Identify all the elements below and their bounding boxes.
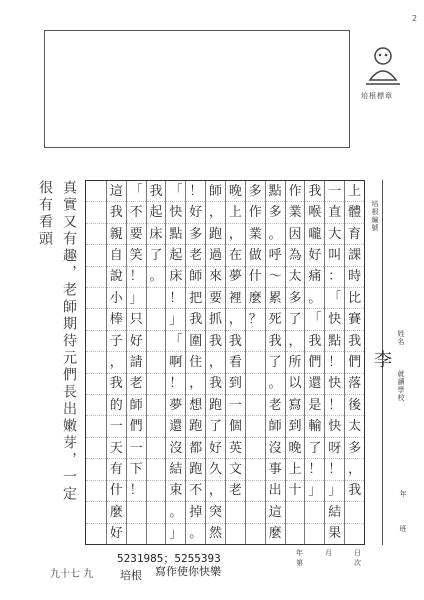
attend-school-label: 就讀學校	[397, 370, 405, 402]
essay-cell: 好	[305, 245, 324, 266]
essay-cell: 。	[189, 526, 203, 542]
essay-cell	[127, 502, 146, 523]
essay-cell: 好	[109, 526, 123, 542]
essay-cell: ！	[325, 352, 344, 373]
essay-cell: 到	[226, 374, 245, 395]
essay-cell: ！	[166, 288, 185, 309]
essay-cell: 突	[206, 502, 225, 523]
essay-cell: 個	[226, 416, 245, 437]
essay-cell	[86, 267, 106, 288]
essay-cell: 是	[305, 395, 324, 416]
essay-cell: 們	[127, 416, 146, 437]
essay-cell: 死	[266, 309, 285, 330]
essay-cell: ，	[206, 202, 225, 223]
essay-cell: ，	[186, 374, 205, 395]
essay-cell: 在	[226, 245, 245, 266]
essay-cell: 掉	[186, 502, 205, 523]
essay-cell: 束	[166, 481, 185, 502]
essay-cell: 晚	[226, 181, 245, 202]
essay-cell	[246, 374, 265, 395]
essay-cell: 啊	[166, 352, 185, 373]
essay-cell: 住	[186, 352, 205, 373]
date-day-label: 日	[354, 549, 361, 557]
essay-cell: 我	[305, 181, 324, 202]
illustration-box	[44, 30, 350, 148]
essay-cell: 麼	[246, 288, 265, 309]
contact-phone: 5231985；5255393	[117, 552, 221, 565]
essay-cell: 。	[266, 374, 285, 395]
essay-cell: 「	[166, 181, 185, 202]
name-label: 姓名	[397, 330, 405, 346]
footer-brand: 培根	[120, 569, 142, 582]
essay-cell: 親	[107, 224, 126, 245]
essay-cell: 我	[107, 202, 126, 223]
essay-column	[205, 181, 225, 544]
essay-cell	[127, 524, 146, 544]
essay-cell: ！	[325, 395, 344, 416]
essay-cell: 落	[345, 374, 364, 395]
essay-cell	[286, 502, 305, 523]
essay-cell	[246, 438, 265, 459]
essay-cell: 。	[305, 288, 324, 309]
essay-column	[86, 181, 106, 544]
essay-column	[165, 181, 185, 544]
essay-cell: 夢	[166, 395, 185, 416]
essay-cell: 圍	[186, 331, 205, 352]
essay-cell: 起	[166, 245, 185, 266]
school-number-label: 培根編號	[371, 200, 379, 232]
essay-cell: 輸	[305, 416, 324, 437]
essay-cell: 喉	[305, 202, 324, 223]
essay-cell: 這	[266, 502, 285, 523]
essay-cell: 然	[209, 526, 223, 542]
essay-column	[106, 181, 126, 544]
essay-cell: 。	[147, 267, 166, 288]
essay-cell: 夢	[226, 267, 245, 288]
essay-cell: 上	[226, 202, 245, 223]
date-year-label: 年	[296, 549, 303, 557]
essay-cell: 看	[226, 352, 245, 373]
essay-cell	[86, 245, 106, 266]
essay-cell	[86, 352, 106, 373]
essay-cell: 多	[266, 202, 285, 223]
class-label: 班	[399, 525, 407, 533]
essay-cell: 老	[186, 245, 205, 266]
essay-cell: ！	[305, 459, 324, 480]
essay-cell	[246, 331, 265, 352]
essay-cell	[226, 524, 245, 544]
essay-cell: 太	[286, 267, 305, 288]
essay-cell: 快	[325, 374, 344, 395]
essay-cell	[246, 352, 265, 373]
essay-cell: 有	[107, 459, 126, 480]
essay-cell: 師	[186, 267, 205, 288]
corner-mark: 2	[412, 14, 418, 23]
essay-cell: 快	[325, 309, 344, 330]
essay-cell: ，	[226, 224, 245, 245]
essay-cell: 痛	[305, 267, 324, 288]
essay-cell: 我	[206, 374, 225, 395]
essay-cell	[147, 352, 166, 373]
essay-cell: 業	[286, 202, 305, 223]
essay-cell: 晚	[286, 438, 305, 459]
essay-cell: 要	[127, 224, 146, 245]
essay-cell: 多	[246, 181, 265, 202]
essay-cell	[147, 374, 166, 395]
essay-cell: 好	[186, 202, 205, 223]
essay-cell: 英	[226, 438, 245, 459]
essay-cell: 賽	[345, 309, 364, 330]
essay-cell: 了	[286, 309, 305, 330]
essay-cell: ！	[325, 459, 344, 480]
date-month-label: 月	[325, 549, 332, 557]
essay-cell	[147, 309, 166, 330]
essay-cell: 什	[107, 481, 126, 502]
essay-cell	[147, 331, 166, 352]
essay-cell: 床	[147, 224, 166, 245]
essay-cell: 點	[166, 224, 185, 245]
footer-slogan: 寫作使你快樂	[155, 565, 221, 578]
essay-cell: 抓	[206, 309, 225, 330]
essay-cell: 一	[325, 181, 344, 202]
essay-cell	[86, 524, 106, 544]
essay-cell: 這	[107, 181, 126, 202]
essay-cell	[147, 524, 166, 544]
essay-cell: 我	[266, 331, 285, 352]
essay-cell: 來	[206, 267, 225, 288]
essay-column	[225, 181, 245, 544]
essay-cell: 裡	[226, 288, 245, 309]
essay-cell: 師	[206, 181, 225, 202]
essay-cell: 快	[166, 202, 185, 223]
year-label: 年	[399, 490, 407, 498]
essay-cell: 呀	[325, 438, 344, 459]
essay-cell: 床	[166, 267, 185, 288]
essay-cell: 們	[305, 352, 324, 373]
essay-cell: 業	[246, 224, 265, 245]
essay-cell: 把	[186, 288, 205, 309]
essay-cell: 時	[345, 267, 364, 288]
essay-cell	[246, 416, 265, 437]
essay-cell: 十	[286, 481, 305, 502]
essay-cell: 比	[345, 288, 364, 309]
essay-cell	[86, 288, 106, 309]
essay-column	[245, 181, 265, 544]
student-name: 李	[371, 350, 392, 368]
essay-cell: 什	[246, 267, 265, 288]
essay-cell	[305, 524, 324, 544]
essay-cell: 叫	[325, 245, 344, 266]
essay-cell: 了	[305, 438, 324, 459]
essay-cell: 育	[345, 224, 364, 245]
essay-cell: 結	[325, 502, 344, 523]
essay-cell: 麼	[107, 502, 126, 523]
essay-cell	[246, 459, 265, 480]
essay-cell: 結	[166, 459, 185, 480]
essay-cell: 」	[325, 481, 344, 502]
essay-cell: 好	[206, 438, 225, 459]
essay-cell: ！	[166, 374, 185, 395]
essay-cell: ！	[127, 267, 146, 288]
essay-cell: 累	[266, 288, 285, 309]
essay-column	[344, 181, 364, 544]
essay-cell: 師	[266, 416, 285, 437]
essay-cell	[86, 395, 106, 416]
essay-cell: 後	[345, 395, 364, 416]
essay-cell: 跑	[206, 224, 225, 245]
essay-cell: 我	[345, 331, 364, 352]
essay-cell: 棒	[107, 309, 126, 330]
essay-cell	[86, 416, 106, 437]
essay-cell	[86, 181, 106, 202]
essay-cell: 跑	[206, 395, 225, 416]
essay-cell: 過	[206, 245, 225, 266]
essay-cell: 大	[325, 224, 344, 245]
essay-cell: 」	[127, 288, 146, 309]
essay-cell	[86, 459, 106, 480]
essay-cell: 們	[345, 352, 364, 373]
essay-column	[285, 181, 305, 544]
essay-cell: 」	[169, 526, 183, 542]
essay-cell: 出	[266, 481, 285, 502]
essay-cell: 的	[107, 395, 126, 416]
essay-cell: ！	[186, 181, 205, 202]
essay-cell: 作	[286, 181, 305, 202]
essay-column	[126, 181, 146, 544]
essay-cell: 好	[127, 331, 146, 352]
essay-column	[324, 181, 344, 544]
essay-cell	[147, 481, 166, 502]
essay-cell	[147, 288, 166, 309]
essay-cell: 一	[226, 395, 245, 416]
essay-cell	[147, 395, 166, 416]
teacher-comment	[6, 180, 80, 570]
essay-cell: 體	[345, 202, 364, 223]
essay-cell: 師	[127, 395, 146, 416]
essay-cell: 下	[127, 459, 146, 480]
essay-cell: 到	[286, 416, 305, 437]
essay-cell: 天	[107, 438, 126, 459]
essay-cell	[286, 524, 305, 544]
essay-cell: 還	[166, 416, 185, 437]
essay-cell: 以	[286, 374, 305, 395]
essay-cell: 上	[286, 459, 305, 480]
essay-cell: 上	[345, 181, 364, 202]
essay-cell: 跑	[186, 416, 205, 437]
essay-cell: 「	[325, 288, 344, 309]
essay-cell: 了	[266, 352, 285, 373]
essay-cell	[147, 416, 166, 437]
essay-cell: 小	[107, 288, 126, 309]
essay-cell: 麼	[268, 526, 282, 542]
essay-cell: ：	[325, 267, 344, 288]
essay-cell: ，	[286, 331, 305, 352]
essay-cell: 呼	[266, 245, 285, 266]
essay-cell: 不	[186, 481, 205, 502]
essay-cell: ！	[127, 481, 146, 502]
essay-cell: 一	[107, 416, 126, 437]
essay-cell: 「	[127, 181, 146, 202]
essay-cell: 我	[345, 481, 364, 502]
comment-date: 九十七 九	[50, 569, 94, 580]
essay-cell: 多	[186, 224, 205, 245]
essay-cell: 還	[305, 374, 324, 395]
essay-cell: ，	[206, 352, 225, 373]
essay-cell	[86, 224, 106, 245]
essay-cell: 跑	[186, 459, 205, 480]
essay-cell: 我	[206, 331, 225, 352]
essay-cell: 老	[226, 481, 245, 502]
essay-cell: 想	[186, 395, 205, 416]
essay-cell	[86, 438, 106, 459]
comment-line: 很有看頭	[37, 180, 53, 248]
essay-cell: 我	[186, 309, 205, 330]
essay-cell: 做	[246, 245, 265, 266]
essay-cell	[86, 331, 106, 352]
essay-cell: 點	[325, 331, 344, 352]
essay-cell	[345, 524, 364, 544]
page-label: 第	[296, 559, 303, 567]
essay-cell: 「	[166, 331, 185, 352]
essay-cell: 沒	[166, 438, 185, 459]
essay-cell	[86, 481, 106, 502]
essay-cell: 事	[266, 459, 285, 480]
essay-column	[146, 181, 166, 544]
essay-cell: ，	[226, 309, 245, 330]
essay-cell: 所	[286, 352, 305, 373]
essay-cell: 久	[206, 459, 225, 480]
essay-cell: 一	[127, 438, 146, 459]
essay-cell	[345, 502, 364, 523]
essay-cell	[246, 395, 265, 416]
essay-cell: 了	[206, 416, 225, 437]
essay-cell	[305, 502, 324, 523]
essay-cell: 多	[286, 288, 305, 309]
essay-cell: 。	[266, 224, 285, 245]
essay-cell	[147, 502, 166, 523]
essay-cell: 多	[345, 438, 364, 459]
essay-cell: 我	[226, 331, 245, 352]
essay-cell	[226, 502, 245, 523]
logo-label: 培根標章	[361, 92, 393, 100]
essay-cell	[246, 481, 265, 502]
essay-cell: 起	[147, 202, 166, 223]
essay-cell: 文	[226, 459, 245, 480]
essay-cell: 果	[328, 526, 342, 542]
essay-cell: 。	[166, 502, 185, 523]
essay-cell: 老	[266, 395, 285, 416]
essay-column	[185, 181, 205, 544]
essay-cell: 為	[286, 245, 305, 266]
essay-cell: 子	[107, 331, 126, 352]
essay-grid	[85, 180, 365, 545]
essay-cell	[86, 374, 106, 395]
essay-cell: 點	[266, 181, 285, 202]
essay-cell: ～	[266, 267, 285, 288]
essay-cell: 要	[206, 288, 225, 309]
essay-cell: 只	[127, 309, 146, 330]
essay-cell: ，	[206, 481, 225, 502]
times-label: 次	[354, 559, 361, 567]
essay-cell: 我	[107, 374, 126, 395]
essay-cell: ，	[345, 459, 364, 480]
essay-cell: 作	[246, 202, 265, 223]
essay-cell: 」	[305, 481, 324, 502]
essay-cell: 沒	[266, 438, 285, 459]
essay-cell	[147, 438, 166, 459]
essay-cell: ，	[107, 352, 126, 373]
essay-cell: 說	[107, 267, 126, 288]
essay-cell	[246, 502, 265, 523]
essay-cell: 太	[345, 416, 364, 437]
essay-cell: 老	[127, 374, 146, 395]
peigen-logo-icon	[360, 40, 406, 90]
essay-cell: 自	[107, 245, 126, 266]
essay-cell: ？	[246, 309, 265, 330]
essay-column	[265, 181, 285, 544]
essay-cell: 」	[166, 309, 185, 330]
essay-cell: 都	[186, 438, 205, 459]
essay-cell: 不	[127, 202, 146, 223]
essay-cell	[86, 502, 106, 523]
essay-cell	[86, 309, 106, 330]
essay-cell: 請	[127, 352, 146, 373]
essay-cell: 課	[345, 245, 364, 266]
essay-cell	[246, 524, 265, 544]
essay-cell: 嚨	[305, 224, 324, 245]
essay-column	[304, 181, 324, 544]
essay-cell: 了	[147, 245, 166, 266]
comment-line: 真實又有趣，老師期待元們長出嫩芽，一定	[61, 180, 77, 503]
essay-cell: 我	[305, 331, 324, 352]
essay-cell: 寫	[286, 395, 305, 416]
essay-cell: 我	[147, 181, 166, 202]
essay-cell: 笑	[127, 245, 146, 266]
essay-cell: 「	[305, 309, 324, 330]
essay-cell	[147, 459, 166, 480]
essay-cell	[86, 202, 106, 223]
essay-cell: 快	[325, 416, 344, 437]
essay-cell: 因	[286, 224, 305, 245]
essay-cell: 直	[325, 202, 344, 223]
